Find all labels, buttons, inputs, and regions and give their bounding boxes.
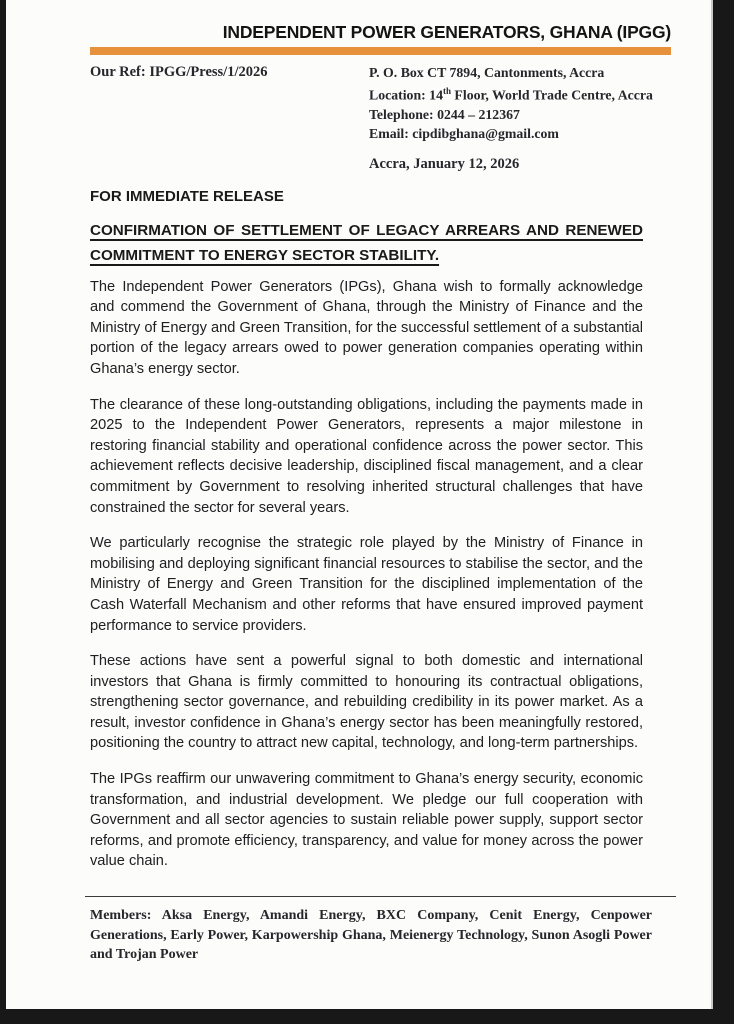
address-block [369,63,671,174]
address-location-suffix: Floor, World Trade Centre, Accra [450,87,653,103]
accent-bar [90,47,671,55]
body-paragraphs [90,277,671,872]
address-location [369,82,671,105]
paragraph-1: The Independent Power Generators (IPGs), Ghana wish to formally acknowledge and commend the Government of Ghana, through the Ministry of Finance and the Ministry of Energy and Green Transition, for the successful settlement of a substantial portion of the legacy arrears owed to power generation companies operating within Ghana’s energy sector. [90,278,643,377]
headline: CONFIRMATION OF SETTLEMENT OF LEGACY ARREARS AND RENEWED COMMITMENT TO ENERGY SECTOR STABILITY. [90,221,643,264]
photo-edge-bottom [0,1009,734,1024]
address-location-prefix: Location: 14 [369,87,443,103]
members-footer [85,896,676,965]
address-location-ordinal: th [442,86,451,96]
paragraph-4: These actions have sent a powerful signal to both domestic and international investors that Ghana is firmly committed to honouring its contractual obligations, strengthening sector governance, and rebuilding credibility in its power market. As a result, investor confidence in Ghana’s energy sector has been meaningfully restored, positioning the country to attract new capital, technology, and long-term partnerships. [90,653,643,752]
reference-and-address-row [90,63,671,174]
members-note: Members: Aksa Energy, Amandi Energy, BXC Company, Cenit Energy, Cenpower Generations, Early Power, Karpowership Ghana, Meienergy Technology, Sunon Asogli Power and Trojan Power [90,908,652,962]
paragraph-5: The IPGs reaffirm our unwavering commitment to Ghana’s energy security, economic transformation, and industrial development. We pledge our full cooperation with Government and all sector agencies to sustain reliable power supply, support sector reforms, and promote efficiency, transparency, and value for money across the power value chain. [90,771,643,870]
address-email: Email: cipdibghana@gmail.com [369,125,559,141]
press-release-body [90,188,671,872]
org-title: INDEPENDENT POWER GENERATORS, GHANA (IPGG) [222,22,671,42]
address-telephone: Telephone: 0244 – 212367 [369,106,520,122]
our-ref: Our Ref: IPGG/Press/1/2026 [90,64,268,80]
footer-rule [85,896,676,897]
paragraph-2: The clearance of these long-outstanding obligations, including the payments made in 2025 to the Independent Power Generators, represents a major milestone in restoring financial stability and operational confidence across the power sector. This achievement reflects decisive leadership, disciplined fiscal management, and a clear commitment by Government to resolving inherited structural challenges that have constrained the sector for several years. [90,396,643,516]
photo-edge-right [711,0,734,1024]
release-line: FOR IMMEDIATE RELEASE [90,187,284,205]
address-po-box: P. O. Box CT 7894, Cantonments, Accra [369,65,605,80]
dateline: Accra, January 12, 2026 [369,155,520,172]
letterhead [90,22,671,174]
paragraph-3: We particularly recognise the strategic role played by the Ministry of Finance in mobilising and deploying significant financial resources to stabilise the sector, and the Ministry of Energy and Green Transition for the disciplined implementation of the Cash Waterfall Mechanism and other reforms that have ensured improved payment performance to service providers. [90,535,643,634]
